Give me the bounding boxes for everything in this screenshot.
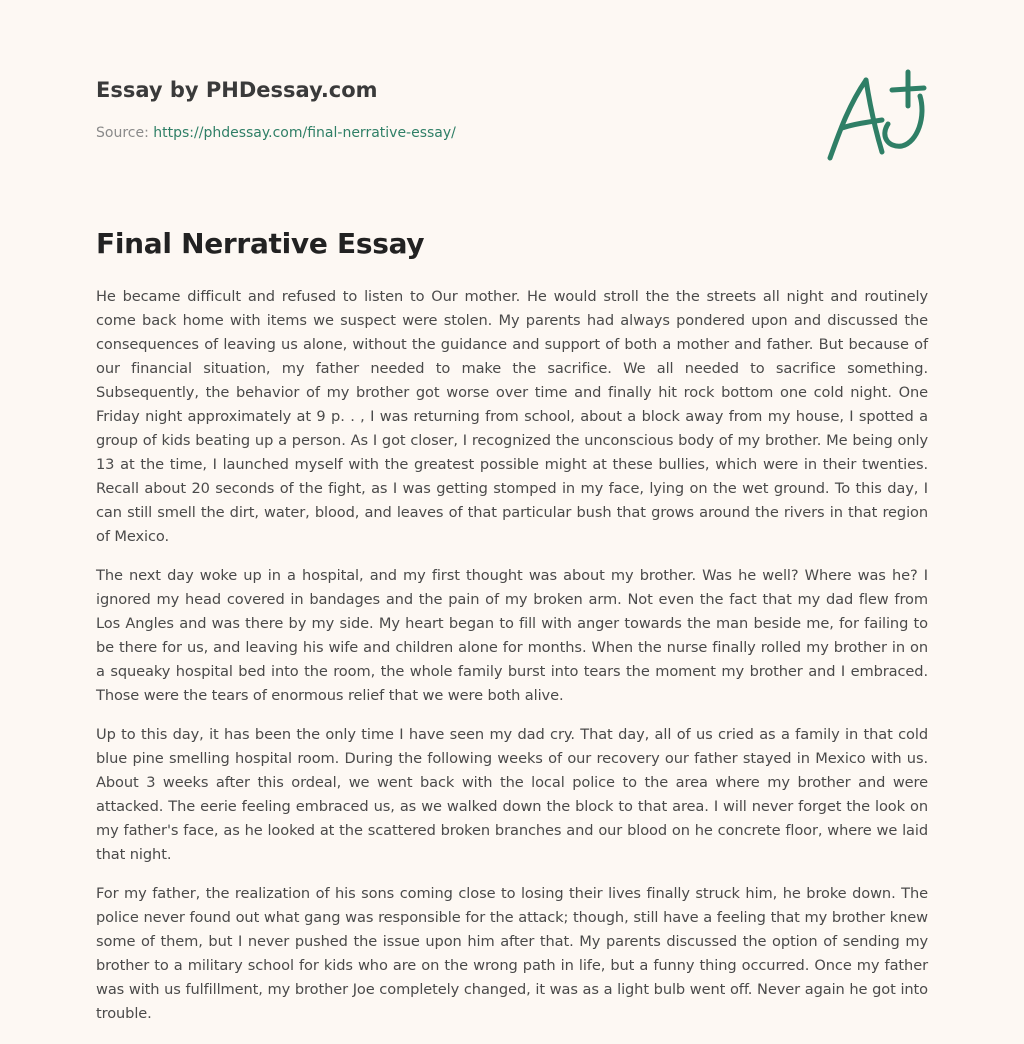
essay-paragraph: Up to this day, it has been the only time I have seen my dad cry. That day, all of us cried as a family in that cold blue pine smelling hospital room. During the following weeks of our recovery our father stayed in Mexico with us. About 3 weeks after this ordeal, we went back with the local police to the area where my brother and were attacked. The eerie feeling embraced us, as we walked down the block to that area. I will never forget the look on my father's face, as he looked at the scattered broken branches and our blood on he concrete floor, where we laid that night. — [96, 726, 928, 863]
essay-paragraph: For my father, the realization of his sons coming close to losing their lives finally struck him, he broke down. The police never found out what gang was responsible for the attack; though, still have a feeling that my brother knew some of them, but I never pushed the issue upon him after that. My parents discussed the option of sending my brother to a military school for kids who are on the wrong path in life, but a funny thing occurred. Once my father was with us fulfillment, my brother Joe completely changed, it was as a light bulb went off. Never again he got into trouble. — [96, 885, 928, 1022]
a-plus-logo-icon — [822, 66, 932, 166]
essay-body — [96, 285, 928, 1041]
document-title: Final Nerrative Essay — [96, 227, 425, 260]
page-header — [96, 76, 836, 143]
source-link[interactable]: https://phdessay.com/final-nerrative-essay/ — [153, 125, 456, 141]
essay-paragraph: He became difficult and refused to listen to Our mother. He would stroll the the streets all night and routinely come back home with items we suspect were stolen. My parents had always pondered upon and discussed the consequences of leaving us alone, without the guidance and support of both a mother and father. But because of our financial situation, my father needed to make the sacrifice. We all needed to sacrifice something. Subsequently, the behavior of my brother got worse over time and finally hit rock bottom one cold night. One Friday night approximately at 9 p. . , I was returning from school, about a block away from my house, I spotted a group of kids beating up a person. As I got closer, I recognized the unconscious body of my brother. Me being only 13 at the time, I launched myself with the greatest possible might at these bullies, which were in their twenties. Recall about 20 seconds of the fight, as I was getting stomped in my face, lying on the wet ground. To this day, I can still smell the dirt, water, blood, and leaves of that particular bush that grows around the rivers in that region of Mexico. — [96, 288, 928, 545]
source-label: Source: — [96, 125, 149, 141]
source-line — [96, 123, 836, 143]
essay-paragraph: The next day woke up in a hospital, and my first thought was about my brother. Was he well? Where was he? I ignored my head covered in bandages and the pain of my broken arm. Not even the fact that my dad flew from Los Angles and was there by my side. My heart began to fill with anger towards the man beside me, for failing to be there for us, and leaving his wife and children alone for months. When the nurse finally rolled my brother in on a squeaky hospital bed into the room, the whole family burst into tears the moment my brother and I embraced. Those were the tears of enormous relief that we were both alive. — [96, 567, 928, 704]
site-title: Essay by PHDessay.com — [96, 78, 378, 102]
